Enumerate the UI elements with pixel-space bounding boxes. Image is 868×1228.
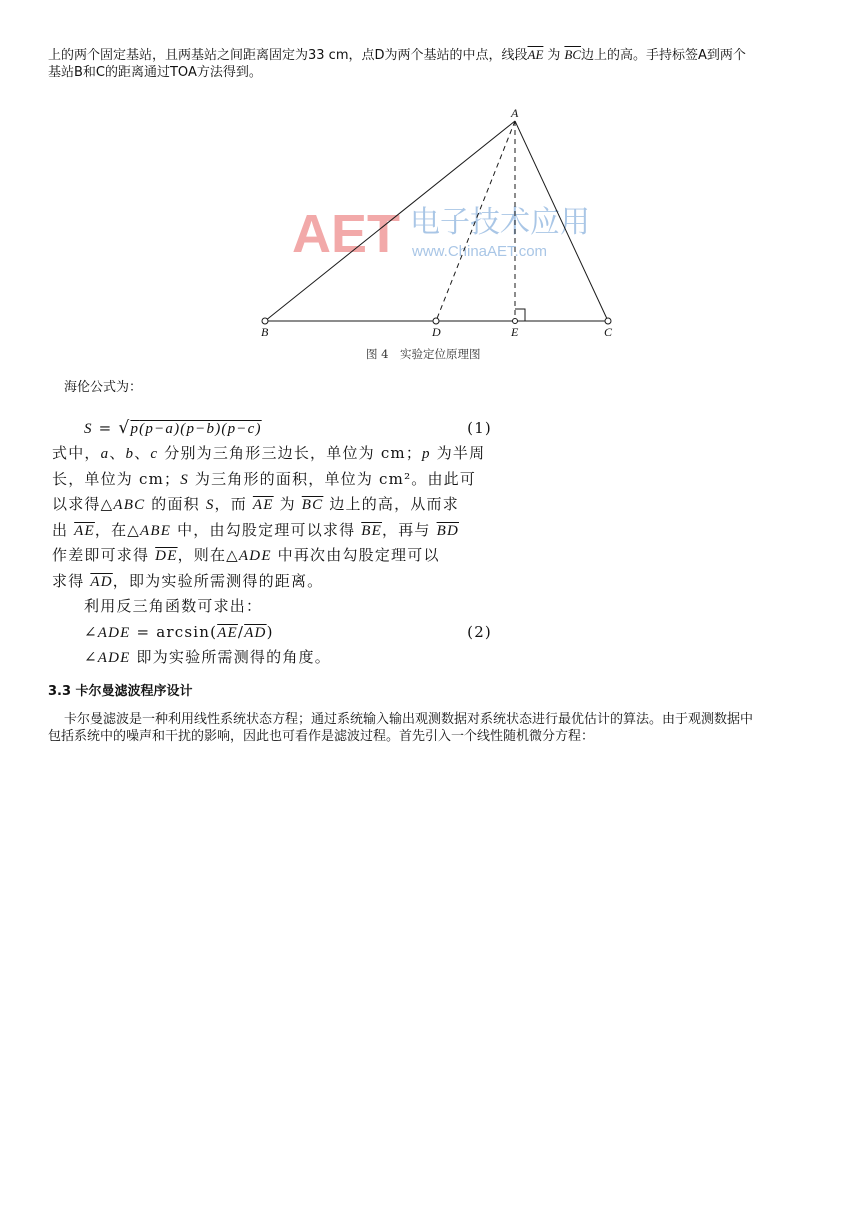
- watermark-cn: 电子技术应用: [410, 205, 590, 240]
- equation-1: S = √p(p−a)(p−b)(p−c) (1): [84, 416, 492, 443]
- figure-caption: 图 4 实验定位原理图: [366, 347, 481, 361]
- body-line-6: 求得 $\overline{AD}$，即为实验所需测得的距离。: [52, 572, 324, 590]
- body-line-9: ∠ADE 即为实验所需测得的角度。: [84, 648, 331, 666]
- sqrt-radicand: p(p−a)(p−b)(p−c): [130, 421, 262, 437]
- kalman-line-1: 卡尔曼滤波是一种利用线性系统状态方程；通过系统输入输出观测数据对系统状态进行最优估计的算法。由于观测数据中: [64, 712, 754, 727]
- watermark: [292, 204, 590, 264]
- label-b: B: [261, 325, 269, 339]
- intro-line-2: 基站B和C的距离通过TOA方法得到。: [48, 65, 262, 80]
- body-line-1: 式中，a、b、c 分别为三角形三边长，单位为 cm；p 为半周: [52, 444, 486, 462]
- point-e: [513, 319, 518, 324]
- watermark-logo: AET: [292, 204, 400, 264]
- kalman-paragraph: [48, 711, 818, 745]
- equation-2: ∠ADE = $\arcsin(\overline{AE}/\overline{AD})$ (2): [84, 620, 492, 647]
- body-line-2: 长，单位为 cm；S 为三角形的面积，单位为 cm²。由此可: [52, 470, 477, 488]
- point-c: [605, 318, 611, 324]
- figure-4-diagram: [240, 100, 630, 370]
- section-heading: 3.3 卡尔曼滤波程序设计: [48, 684, 193, 699]
- sqrt-icon: √: [118, 418, 131, 438]
- formula-column: [52, 416, 492, 676]
- equation-1-number: (1): [467, 419, 492, 437]
- kalman-line-2: 包括系统中的噪声和干扰的影响，因此也可看作是滤波过程。首先引入一个线性随机微分方程：: [48, 729, 595, 744]
- body-line-7: 利用反三角函数可求出：: [84, 597, 263, 615]
- equation-2-number: (2): [467, 623, 492, 641]
- intro-paragraph: [48, 46, 818, 81]
- body-line-5: 作差即可求得 $\overline{DE}$，则在△ADE 中再次由勾股定理可以: [52, 546, 440, 564]
- label-c: C: [604, 325, 613, 339]
- label-e: E: [511, 325, 519, 339]
- point-b: [262, 318, 268, 324]
- body-line-4: 出 $\overline{AE}$，在△ABE 中，由勾股定理可以求得 $\overline{BE}$，再与 $\overline{BD}$: [52, 521, 459, 539]
- label-a: A: [511, 106, 519, 120]
- label-d: D: [432, 325, 441, 339]
- watermark-url: www.ChinaAET.com: [412, 243, 548, 260]
- point-d: [433, 318, 439, 324]
- body-line-3: 以求得△ABC 的面积 S，而 $\overline{AE}$ 为 $\overline{BC}$ 边上的高，从而求: [52, 495, 459, 513]
- intro-line-1: 上的两个固定基站，且两基站之间距离固定为33 cm，点D为两个基站的中点，线段$\overline{AE}$ 为 $\overline{BC}$边上的高。手持标签A到两个: [48, 47, 746, 63]
- heron-label: 海伦公式为：: [64, 380, 143, 395]
